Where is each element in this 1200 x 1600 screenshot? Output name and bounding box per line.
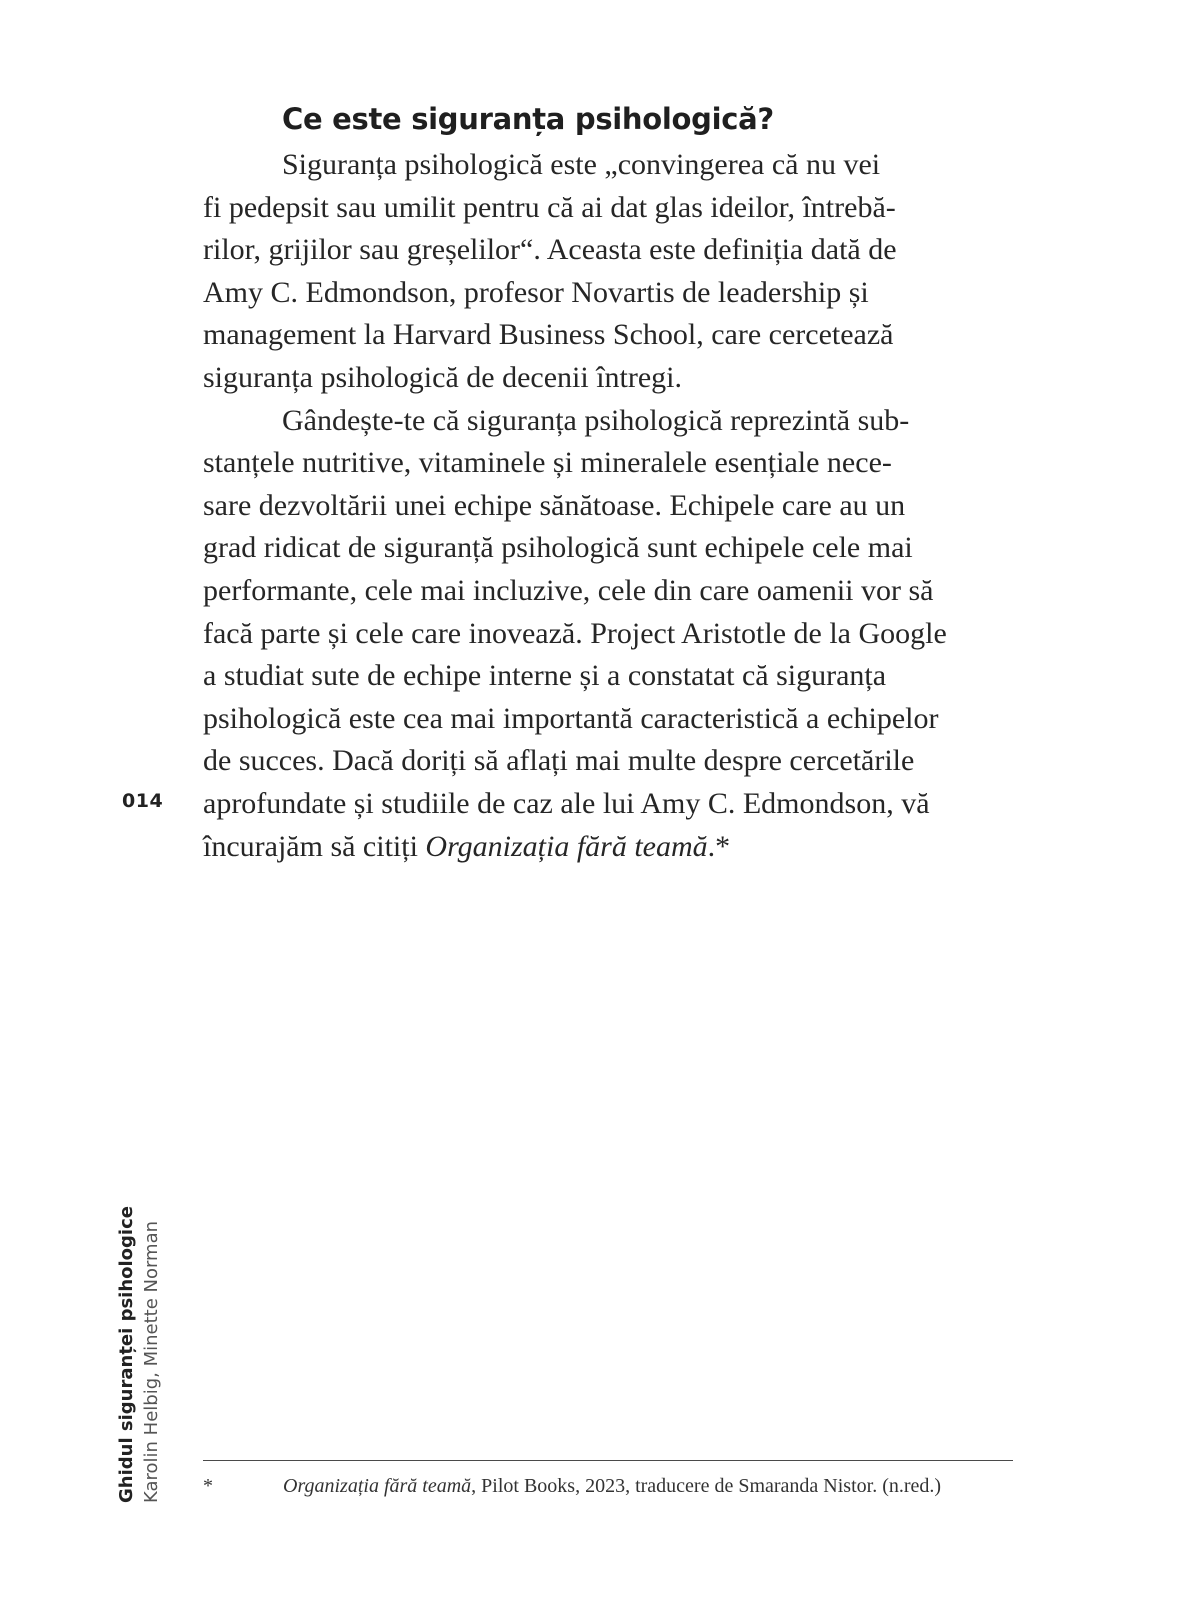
paragraph-2-line: Gândește-te că siguranța psihologică reprezintă sub-: [282, 403, 910, 437]
paragraph-2-line: a studiat sute de echipe interne și a constatat că siguranța: [203, 659, 887, 693]
paragraph-2-line: sare dezvoltării unei echipe sănătoase. Echipele care au un: [203, 488, 906, 522]
book-title-italic: Organizația fără teamă: [425, 829, 708, 863]
footnote-divider: [203, 1460, 1013, 1461]
page-number: 014: [122, 790, 164, 812]
running-footer-vertical: [114, 1206, 164, 1503]
paragraph-2-line: facă parte și cele care inovează. Project Aristotle de la Google: [203, 616, 947, 650]
paragraph-2-line: performante, cele mai incluzive, cele din care oamenii vor să: [203, 573, 934, 607]
paragraph-1-line: Siguranța psihologică este „convingerea că nu vei: [282, 148, 881, 181]
paragraph-1-line: siguranța psihologică de decenii întregi.: [203, 360, 683, 394]
book-title: Ghidul siguranței psihologice: [116, 1206, 137, 1503]
paragraph-2-line: aprofundate și studiile de caz ale lui Amy C. Edmondson, vă: [203, 786, 930, 820]
paragraph-2-line: psihologică este cea mai importantă caracteristică a echipelor: [203, 701, 939, 735]
paragraph-1-line: fi pedepsit sau umilit pentru că ai dat glas ideilor, întrebă-: [203, 190, 896, 224]
paragraph-2-line: grad ridicat de siguranță psihologică sunt echipele cele mai: [203, 531, 913, 565]
footnote-book-title: Organizația fără teamă: [283, 1475, 472, 1497]
paragraph-2-line: stanțele nutritive, vitaminele și mineralele esențiale nece-: [203, 446, 892, 480]
paragraph-1-line: management la Harvard Business School, care cercetează: [203, 318, 894, 352]
footnote-details: , Pilot Books, 2023, traducere de Smaranda Nistor. (n.red.): [471, 1475, 942, 1497]
body-text: [203, 144, 1003, 868]
book-authors: Karolin Helbig, Minette Norman: [141, 1220, 162, 1503]
section-heading: Ce este siguranța psihologică?: [282, 102, 774, 136]
last-line-prefix: încurajăm să citiți: [203, 829, 426, 863]
paragraph-1-line: Amy C. Edmondson, profesor Novartis de leadership și: [203, 275, 869, 309]
paragraph-1-line: rilor, grijilor sau greșelilor“. Aceasta este definiția dată de: [203, 233, 897, 267]
footnote-reference: .*: [707, 829, 731, 863]
footnote-text: [283, 1475, 941, 1498]
paragraph-2-line: de succes. Dacă doriți să aflați mai multe despre cercetările: [203, 744, 915, 778]
paragraph-2-last-line: [203, 826, 1003, 869]
footnote-marker: *: [203, 1475, 213, 1497]
